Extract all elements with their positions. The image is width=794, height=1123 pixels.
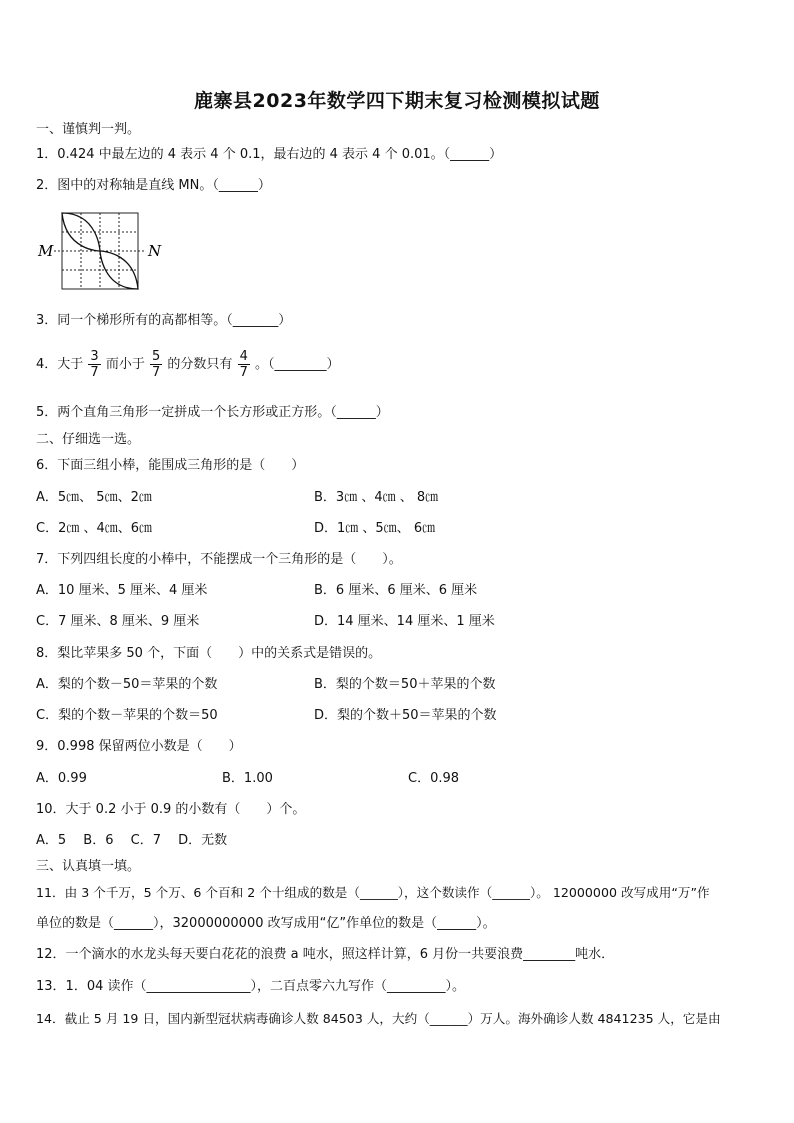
question-4 (36, 348, 340, 382)
q8-option-b: B．梨的个数＝50＋苹果的个数 (314, 677, 496, 692)
section-heading-choose: 二、仔细选一选。 (36, 432, 141, 447)
label-n: N (148, 242, 162, 260)
question-6-stem: 6．下面三组小棒，能围成三角形的是（ ） (36, 458, 305, 473)
question-5: 5．两个直角三角形一定拼成一个长方形或正方形。（______） (36, 405, 389, 420)
page-title: 鹿寨县2023年数学四下期末复习检测模拟试题 (194, 90, 600, 112)
q8-option-a: A．梨的个数－50＝苹果的个数 (36, 677, 218, 692)
symmetry-diagram (36, 208, 166, 296)
q7-option-a: A．10 厘米、5 厘米、4 厘米 (36, 583, 208, 598)
question-12: 12．一个滴水的水龙头每天要白花花的浪费 a 吨水，照这样计算，6 月份一共要浪费________吨水． (36, 947, 615, 962)
section-heading-fill: 三、认真填一填。 (36, 859, 141, 874)
question-1: 1．0.424 中最左边的 4 表示 4 个 0.1，最右边的 4 表示 4 个 0.01。（______） (36, 147, 503, 162)
q8-option-c: C．梨的个数－苹果的个数＝50 (36, 708, 218, 723)
question-8-stem: 8．梨比苹果多 50 个，下面（ ）中的关系式是错误的。 (36, 646, 382, 661)
q4-text-mid1: 而小于 (105, 357, 145, 372)
q6-option-d: D．1㎝ 、5㎝、 6㎝ (314, 521, 436, 536)
q7-option-b: B．6 厘米、6 厘米、6 厘米 (314, 583, 478, 598)
symmetry-figure (36, 208, 166, 300)
q6-option-b: B．3㎝ 、4㎝ 、 8㎝ (314, 490, 439, 505)
question-2: 2．图中的对称轴是直线 MN。（______） (36, 178, 271, 193)
q6-option-a: A．5㎝、 5㎝、2㎝ (36, 490, 152, 505)
q4-text-post: 。（________） (255, 357, 340, 372)
question-14: 14．截止 5 月 19 日，国内新型冠状病毒确诊人数 84503 人，大约（______）万人。海外确诊人数 4841235 人，它是由 (36, 1011, 721, 1026)
q7-option-d: D．14 厘米、14 厘米、1 厘米 (314, 614, 495, 629)
fraction-4-7: $\frac{4}{7}$ (239, 349, 248, 380)
question-9-stem: 9．0.998 保留两位小数是（ ） (36, 739, 242, 754)
question-11-line-1: 11．由 3 个千万，5 个万、6 个百和 2 个十组成的数是（______），这个数读作（______）。 12000000 改写成用“万”作 (36, 885, 710, 900)
q8-option-d: D．梨的个数＋50＝苹果的个数 (314, 708, 497, 723)
q10-options: A．5 B．6 C．7 D．无数 (36, 833, 228, 848)
q4-text-pre: 4．大于 (36, 357, 84, 372)
fraction-3-7: $\frac{3}{7}$ (90, 349, 99, 380)
q7-option-c: C．7 厘米、8 厘米、9 厘米 (36, 614, 200, 629)
question-11-line-2: 单位的数是（______），32000000000 改写成用“亿”作单位的数是（______）。 (36, 916, 496, 931)
label-m: M (38, 242, 54, 260)
question-7-stem: 7．下列四组长度的小棒中，不能摆成一个三角形的是（ ）。 (36, 552, 402, 567)
fraction-5-7: $\frac{5}{7}$ (152, 349, 161, 380)
question-3: 3．同一个梯形所有的高都相等。（_______） (36, 313, 292, 328)
q9-option-a: A．0.99 (36, 771, 87, 786)
question-13: 13．1．04 读作（________________），二百点零六九写作（_________）。 (36, 979, 465, 994)
section-heading-judge: 一、谨慎判一判。 (36, 122, 141, 137)
q9-option-c: C．0.98 (408, 771, 460, 786)
question-10-stem: 10．大于 0.2 小于 0.9 的小数有（ ）个。 (36, 802, 306, 817)
q9-option-b: B．1.00 (222, 771, 273, 786)
q6-option-c: C．2㎝ 、4㎝、6㎝ (36, 521, 153, 536)
q4-text-mid2: 的分数只有 (167, 357, 233, 372)
